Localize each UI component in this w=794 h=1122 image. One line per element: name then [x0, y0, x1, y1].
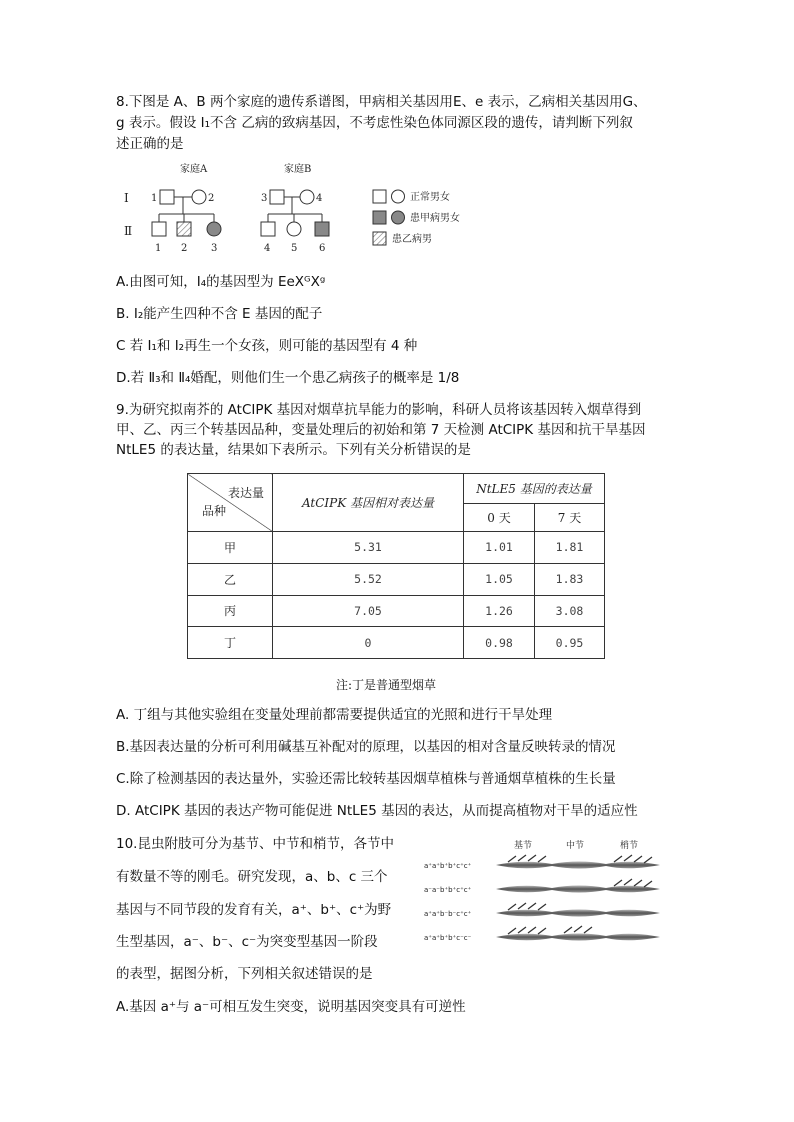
legend-normal-label: 正常男女: [410, 192, 450, 203]
row-bing-name: 丙: [188, 595, 273, 627]
legend-jia-male-icon: [373, 211, 386, 224]
row-bing-atcipk: 7.05: [273, 595, 464, 627]
q9-stem-line-2: 甲、乙、丙三个转基因品种，变量处理后的初始和第 7 天检测 AtCIPK 基因和抗干旱基因: [116, 422, 646, 438]
row-yi-name: 乙: [188, 563, 273, 595]
num-a-II2: 2: [181, 243, 188, 254]
num-a-II3: 3: [211, 243, 218, 254]
table-note: 注:丁是普通型烟草: [336, 678, 437, 692]
num-b4: 4: [316, 193, 323, 204]
row-jia-name: 甲: [188, 532, 273, 564]
generation-2-label: Ⅱ: [124, 224, 133, 238]
q8-option-d: D.若 Ⅱ₃和 Ⅱ₄婚配，则他们生一个患乙病孩子的概率是 1/8: [116, 370, 460, 386]
q9-option-c: C.除了检测基因的表达量外，实验还需比较转基因烟草植株与普通烟草植株的生长量: [116, 771, 616, 787]
family-b-title: 家庭B: [284, 164, 312, 175]
generation-1-label: Ⅰ: [124, 191, 129, 205]
pedigree-chart: [118, 158, 478, 254]
legend-yi-male-icon: [373, 232, 386, 245]
expression-table: [187, 473, 605, 659]
row-bing-day7: 3.08: [535, 595, 605, 627]
pedigree-b-II4-normal-male: [261, 222, 275, 236]
row-ding-day0: 0.98: [464, 627, 535, 659]
col-day0-header: 0 天: [464, 504, 535, 532]
num-a-II1: 1: [155, 243, 162, 254]
q9-option-a: A. 丁组与其他实验组在变量处理前都需要提供适宜的光照和进行干旱处理: [116, 707, 553, 723]
family-a-title: 家庭A: [180, 164, 208, 175]
seg-basal-label: 基节: [514, 841, 533, 851]
q8-option-c: C 若 Ⅰ₁和 Ⅰ₂再生一个女孩，则可能的基因型有 4 种: [116, 338, 418, 354]
q9-stem-line-1: 9.为研究拟南芥的 AtCIPK 基因对烟草抗旱能力的影响，科研人员将该基因转入烟草得到: [116, 402, 642, 418]
row-bing-day0: 1.26: [464, 595, 535, 627]
q8-option-a: A.由图可知，Ⅰ₄的基因型为 EeXᴳXᵍ: [116, 274, 326, 290]
seg-middle-label: 中节: [566, 841, 585, 851]
pedigree-b-I3-male: [270, 190, 284, 204]
pedigree-b-II6-jia-male: [315, 222, 329, 236]
col-ntle5-header: NtLE5 基因的表达量: [464, 474, 605, 504]
row-yi-day0: 1.05: [464, 563, 535, 595]
q10-stem-line-5: 的表型，据图分析，下列相关叙述错误的是: [116, 966, 373, 982]
corner-bottom-label: 品种: [202, 504, 227, 518]
pedigree-b-II5-normal-female: [287, 222, 301, 236]
corner-top-label: 表达量: [227, 486, 264, 500]
legend-yi-label: 患乙病男: [392, 234, 432, 245]
num-a2: 2: [208, 193, 215, 204]
legend-jia-label: 患甲病男女: [410, 213, 460, 224]
row-yi-atcipk: 5.52: [273, 563, 464, 595]
q10-option-a: A.基因 a⁺与 a⁻可相互发生突变，说明基因突变具有可逆性: [116, 999, 466, 1015]
pedigree-a-II2-yi-male: [177, 222, 191, 236]
row-jia-day7: 1.81: [535, 532, 605, 564]
legend-normal-female-icon: [392, 190, 405, 203]
row-ding-name: 丁: [188, 627, 273, 659]
legend-normal-male-icon: [373, 190, 386, 203]
pedigree-a-II1-normal-male: [152, 222, 166, 236]
pedigree-a-I1-male: [160, 190, 174, 204]
q8-stem-line-2: g 表示。假设 I₁不含 乙病的致病基因，不考虑性染色体同源区段的遗传，请判断下列叙: [116, 115, 633, 131]
q8-option-b: B. Ⅰ₂能产生四种不含 E 基因的配子: [116, 306, 323, 322]
q8-stem-line-1: 8.下图是 A、B 两个家庭的遗传系谱图，甲病相关基因用E、e 表示，乙病相关基因用G、: [116, 94, 647, 110]
row-jia-atcipk: 5.31: [273, 532, 464, 564]
col-atcipk-header: AtCIPK 基因相对表达量: [273, 474, 464, 532]
col-day7-header: 7 天: [535, 504, 605, 532]
num-b3: 3: [261, 193, 268, 204]
genotype-3: a⁺a⁺b⁻b⁻c⁺c⁺: [424, 910, 472, 918]
row-ding-day7: 0.95: [535, 627, 605, 659]
legend-jia-female-icon: [392, 211, 405, 224]
limb-row-1: [496, 855, 660, 869]
genotype-2: a⁻a⁻b⁺b⁺c⁺c⁺: [424, 886, 472, 894]
num-b-II6: 6: [319, 243, 326, 254]
num-a1: 1: [151, 193, 158, 204]
q10-stem-line-4: 生型基因，a⁻、b⁻、c⁻为突变型基因一阶段: [116, 934, 378, 950]
q8-stem-line-3: 述正确的是: [116, 136, 184, 152]
row-yi-day7: 1.83: [535, 563, 605, 595]
row-jia-day0: 1.01: [464, 532, 535, 564]
q9-option-b: B.基因表达量的分析可利用碱基互补配对的原理，以基因的相对含量反映转录的情况: [116, 739, 616, 755]
q10-stem-line-2: 有数量不等的刚毛。研究发现，a、b、c 三个: [116, 869, 388, 885]
num-b-II4: 4: [264, 243, 271, 254]
limb-row-4: [496, 926, 660, 941]
q10-stem-line-3: 基因与不同节段的发育有关，a⁺、b⁺、c⁺为野: [116, 902, 392, 918]
q10-stem-line-1: 10.昆虫附肢可分为基节、中节和梢节，各节中: [116, 836, 394, 852]
q9-stem-line-3: NtLE5 的表达量，结果如下表所示。下列有关分析错误的是: [116, 442, 471, 458]
genotype-4: a⁺a⁺b⁺b⁺c⁻c⁻: [424, 934, 472, 942]
seg-distal-label: 梢节: [620, 841, 639, 851]
insect-limb-figure: [424, 838, 664, 946]
pedigree-a-II3-jia-female: [207, 222, 221, 236]
limb-row-2: [496, 879, 660, 893]
limb-row-3: [496, 903, 660, 917]
genotype-1: a⁺a⁺b⁺b⁺c⁺c⁺: [424, 862, 472, 870]
pedigree-a-I2-female: [192, 190, 206, 204]
row-ding-atcipk: 0: [273, 627, 464, 659]
q9-option-d: D. AtCIPK 基因的表达产物可能促进 NtLE5 基因的表达，从而提高植物对干旱的适应性: [116, 803, 638, 819]
table-corner-cell: [188, 474, 273, 532]
pedigree-b-I4-female: [300, 190, 314, 204]
num-b-II5: 5: [291, 243, 298, 254]
